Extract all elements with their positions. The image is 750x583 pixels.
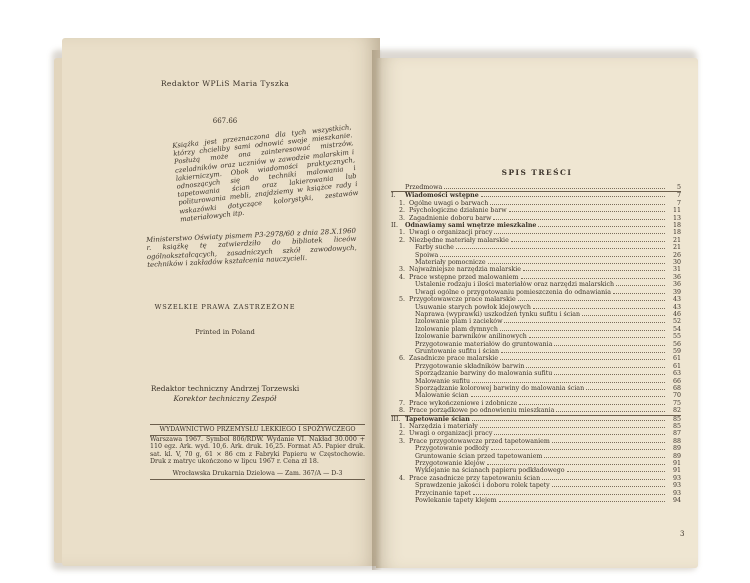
toc-entry	[391, 304, 681, 311]
toc-leader-dots	[511, 241, 665, 242]
toc-entry-label: Uwagi o organizacji pracy	[409, 229, 493, 237]
toc-entry-page: 39	[672, 288, 681, 296]
toc-leader-dots	[440, 256, 665, 257]
editor-credit: Redaktor WPLiS Maria Tyszka	[160, 79, 290, 88]
toc-leader-dots	[519, 404, 665, 405]
toc-leader-dots	[499, 501, 665, 502]
toc-entry-label: Izolowanie plam i zacieków	[415, 318, 503, 326]
toc-entry-page: 70	[672, 392, 681, 400]
toc-entry-label: Najważniejsze narzędzia malarskie	[409, 266, 521, 274]
toc-entry	[391, 296, 681, 303]
toc-entry	[391, 244, 681, 251]
toc-leader-dots	[552, 442, 665, 443]
toc-leader-dots	[586, 389, 665, 390]
toc-entry	[391, 192, 681, 199]
toc-leader-dots	[518, 300, 665, 301]
toc-entry	[391, 445, 681, 452]
toc-entry-page: 18	[672, 222, 681, 230]
tech-editor: Redaktor techniczny Andrzej Torzewski	[150, 384, 300, 393]
toc-entry-label: Wyklejanie na ścianach papieru podkładowego	[415, 467, 565, 475]
toc-entry-page: 7	[676, 199, 681, 207]
toc-entry-number: 4.	[399, 474, 406, 482]
toc-leader-dots	[552, 486, 665, 487]
toc-entry-label: Przedmowa	[405, 184, 443, 191]
toc-entry	[391, 229, 681, 236]
toc-entry-label: Zagadnienie doboru barw	[409, 214, 492, 222]
toc-entry-label: Prace porządkowe po odnowieniu mieszkania	[409, 407, 555, 415]
toc-entry	[391, 207, 681, 214]
toc-entry	[391, 184, 681, 192]
toc-entry-page: 31	[672, 266, 681, 274]
toc-entry	[391, 460, 681, 467]
toc-entry-label: Przygotowanie klejów	[415, 460, 485, 468]
toc-entry-label: Ustalenie rodzaju i ilości materiałów oraz narzędzi malarskich	[415, 281, 615, 289]
toc-leader-dots	[487, 464, 665, 465]
toc-entry	[391, 430, 681, 437]
toc-leader-dots	[444, 188, 665, 189]
toc-leader-dots	[504, 322, 665, 323]
toc-leader-dots	[613, 293, 665, 294]
toc-entry	[391, 467, 681, 474]
toc-entry-label: Wiadomości wstępne	[405, 192, 479, 200]
toc-leader-dots	[488, 263, 665, 264]
toc-leader-dots	[554, 374, 665, 375]
technical-credits	[100, 384, 350, 404]
toc-entry-page: 26	[672, 251, 681, 259]
toc-entry-number: 1.	[399, 229, 406, 237]
toc-entry-page: 82	[672, 407, 681, 415]
toc-entry-label: Zasadnicze prace malarskie	[409, 355, 499, 363]
toc-entry-page: 59	[672, 347, 681, 355]
toc-leader-dots	[473, 494, 665, 495]
toc-entry	[391, 200, 681, 207]
toc-leader-dots	[500, 359, 665, 360]
toc-entry-page: 61	[672, 355, 681, 363]
toc-entry-number: 2.	[399, 207, 406, 215]
toc-entry-number: 1.	[399, 199, 406, 207]
toc-entry	[391, 326, 681, 333]
ministry-approval: Ministerstwo Oświaty pismem P3-2978/60 z dnia 28.X.1960 r. książkę tę zatwierdziło do bibliotek liceów ogólnokształcących, zasadniczych szkół zawodowych, techników i zakładów kształcenia nauczycieli.	[146, 226, 357, 270]
toc-entry-page: 68	[672, 384, 681, 392]
toc-entry	[391, 482, 681, 489]
toc-entry-page: 66	[672, 377, 681, 385]
toc-entry-page: 91	[672, 467, 681, 475]
toc-entry-label: Przygotowanie podłoży	[415, 445, 489, 453]
toc-entry-page: 56	[672, 340, 681, 348]
copyright-notice: WSZELKIE PRAWA ZASTRZEŻONE	[154, 303, 296, 311]
toc-entry-number: 7.	[399, 399, 406, 407]
toc-entry	[391, 475, 681, 482]
toc-entry-number: 6.	[399, 355, 406, 363]
toc-entry-label: Sprawdzenie jakości i doboru rolek tapety	[415, 482, 550, 490]
printed-in: Printed in Poland	[195, 328, 255, 336]
toc-entry-label: Usuwanie starych powłok klejowych	[415, 303, 531, 311]
toc-entry	[391, 222, 681, 229]
toc-leader-dots	[500, 330, 665, 331]
toc-leader-dots	[501, 352, 665, 353]
toc-entry-label: Ogólne uwagi o barwach	[409, 199, 489, 207]
toc-entry-label: Malowanie ścian	[415, 392, 469, 400]
toc-entry-page: 36	[672, 273, 681, 281]
toc-entry	[391, 385, 681, 392]
toc-entry	[391, 363, 681, 370]
toc-entry-page: 85	[672, 423, 681, 430]
toc-leader-dots	[472, 420, 665, 421]
toc-entry-label: Psychologiczne działanie barw	[409, 207, 507, 215]
book-description: Książka jest przeznaczona dla tych wszystkich, którzy chcieliby sami odnowić swoje mieszkanie. Posłużą może ona zainteresować mistrzów, czeladników oraz uczniów w zawodzie malarskim i lakierniczym. Obok wiadomości praktycznych, odnoszących się do techniki malowania i tapetowania ścian oraz lakierowania lub politurowania mebli, znajdziemy w książce rady i wskazówki dotyczące kolorystyki, zestawów materiałowych itp.	[172, 123, 359, 224]
toc-entry-label: Spoiwa	[415, 251, 439, 259]
toc-entry-page: 18	[672, 229, 681, 237]
toc-entry-page: 30	[672, 259, 681, 267]
toc-entry-label: Prace przygotowawcze przed tapetowaniem	[409, 437, 550, 445]
toc-entry	[391, 490, 681, 497]
toc-entry-label: Uwagi ogólne o przygotowaniu pomieszczenia do odnawiania	[415, 288, 611, 296]
toc-entry-page: 21	[672, 236, 681, 244]
toc-entry-page: 46	[672, 310, 681, 318]
toc-entry-number: 2.	[399, 430, 406, 438]
toc-entry	[391, 392, 681, 399]
toc-entry-page: 85	[672, 415, 681, 423]
toc-entry-number: I.	[391, 192, 396, 200]
toc-entry	[391, 318, 681, 325]
toc-entry-label: Przygotowanie materiałów do gruntowania	[415, 340, 553, 348]
toc-entry-label: Narzędzia i materiały	[409, 423, 478, 430]
toc-entry-label: Izolowanie barwników anilinowych	[415, 333, 527, 341]
toc-entry-label: Prace wstępne przed malowaniem	[409, 273, 519, 281]
toc-leader-dots	[542, 479, 665, 480]
toc-leader-dots	[471, 396, 665, 397]
toc-entry	[391, 370, 681, 377]
toc-entry-label: Powlekanie tapety klejem	[415, 497, 497, 505]
toc-leader-dots	[544, 457, 665, 458]
toc-leader-dots	[480, 427, 665, 428]
toc-entry-page: 52	[672, 318, 681, 326]
toc-entry-label: Materiały pomocnicze	[415, 259, 486, 267]
toc-entry	[391, 453, 681, 460]
toc-entry	[391, 274, 681, 281]
toc-entry-label: Odnawiamy sami wnętrze mieszkalne	[405, 222, 537, 230]
toc-entry-page: 13	[672, 214, 681, 222]
toc-leader-dots	[582, 315, 665, 316]
printing-house: Wrocławska Drukarnia Dzielowa — Zam. 367/A — D-3	[150, 470, 365, 480]
toc-entry-page: 36	[672, 281, 681, 289]
toc-leader-dots	[493, 219, 665, 220]
publisher-name: WYDAWNICTWO PRZEMYSŁU LEKKIEGO I SPOŻYWCZEGO	[150, 424, 365, 436]
toc-leader-dots	[529, 337, 665, 338]
toc-entry-label: Przygotowanie składników barwin	[415, 362, 525, 370]
toc-entry	[391, 252, 681, 259]
toc-entry-page: 89	[672, 445, 681, 453]
toc-entry	[391, 348, 681, 355]
toc-entry-page: 43	[672, 303, 681, 311]
toc-entry-page: 7	[676, 192, 681, 200]
toc-entry-label: Sporządzanie barwiny do malowania sufitu	[415, 370, 553, 378]
toc-entry-label: Uwagi o organizacji pracy	[409, 430, 493, 438]
toc-entry	[391, 341, 681, 348]
toc-entry-page: 87	[672, 430, 681, 438]
toc-entry-number: III.	[391, 415, 401, 423]
toc-entry-label: Farby suche	[415, 244, 454, 252]
toc-title: SPIS TREŚCI	[501, 168, 573, 177]
toc-entry-page: 63	[672, 370, 681, 378]
toc-leader-dots	[556, 411, 665, 412]
toc-entry-label: Niezbędne materiały malarskie	[409, 236, 509, 244]
toc-leader-dots	[533, 308, 665, 309]
toc-leader-dots	[538, 226, 665, 227]
toc-entry-label: Malowanie sufitu	[415, 377, 471, 385]
toc-entry-page: 75	[672, 399, 681, 407]
toc-leader-dots	[554, 345, 665, 346]
page-number: 3	[680, 530, 685, 538]
toc-entry-label: Naprawa (wyprawki) uszkodzeń tynku sufitu i ścian	[415, 310, 581, 318]
toc-entry-number: II.	[391, 222, 398, 230]
toc-entry-label: Gruntowanie ścian przed tapetowaniem	[415, 452, 543, 460]
toc-leader-dots	[494, 434, 665, 435]
toc-leader-dots	[509, 211, 665, 212]
toc-entry	[391, 438, 681, 445]
toc-entry-label: Izolowanie plam dymnych	[415, 325, 498, 333]
toc-entry-page: 21	[672, 244, 681, 252]
toc-entry-page: 89	[672, 452, 681, 460]
toc-leader-dots	[481, 196, 665, 197]
toc-leader-dots	[456, 248, 665, 249]
toc-entry-page: 61	[672, 362, 681, 370]
corrector: Korektor techniczny Zespół	[173, 394, 277, 403]
toc-leader-dots	[523, 270, 665, 271]
toc-entry-number: 3.	[399, 214, 406, 222]
toc-leader-dots	[521, 278, 665, 279]
toc-entry	[391, 281, 681, 288]
toc-entry-page: 93	[672, 482, 681, 490]
catalog-number: 667.66	[212, 117, 238, 125]
toc-entry-page: 93	[672, 489, 681, 497]
toc-leader-dots	[472, 382, 665, 383]
toc-entry-label: Tapetowanie ścian	[405, 415, 470, 423]
toc-entry-label: Prace zasadnicze przy tapetowaniu ścian	[409, 474, 541, 482]
toc-entry	[391, 311, 681, 318]
toc-entry-label: Gruntowanie sufitu i ścian	[415, 347, 500, 355]
toc-leader-dots	[567, 471, 665, 472]
toc-entry-number: 3.	[399, 266, 406, 274]
table-of-contents	[391, 184, 681, 504]
toc-entry	[391, 333, 681, 340]
toc-entry-page: 88	[672, 437, 681, 445]
toc-entry	[391, 237, 681, 244]
toc-entry	[391, 266, 681, 273]
toc-entry	[391, 407, 681, 415]
toc-entry	[391, 215, 681, 222]
toc-leader-dots	[616, 285, 665, 286]
toc-entry-page: 93	[672, 474, 681, 482]
toc-entry-number: 5.	[399, 296, 406, 304]
toc-entry-page: 91	[672, 460, 681, 468]
toc-entry-number: 8.	[399, 407, 406, 415]
toc-entry	[391, 355, 681, 362]
toc-entry-number: 2.	[399, 236, 406, 244]
toc-entry-number: 4.	[399, 273, 406, 281]
toc-entry-page: 55	[672, 333, 681, 341]
toc-entry	[391, 289, 681, 296]
publisher-block	[150, 424, 365, 466]
toc-entry-label: Prace wykończeniowe i zdobnicze	[409, 399, 518, 407]
toc-entry-page: 11	[672, 207, 681, 215]
book-gutter	[372, 50, 382, 570]
toc-leader-dots	[491, 449, 665, 450]
toc-entry-page: 94	[672, 497, 681, 505]
toc-entry-number: 3.	[399, 437, 406, 445]
toc-leader-dots	[526, 367, 665, 368]
toc-entry-page: 5	[676, 184, 681, 191]
toc-entry-page: 43	[672, 296, 681, 304]
toc-leader-dots	[494, 233, 665, 234]
toc-entry	[391, 423, 681, 430]
toc-entry	[391, 259, 681, 266]
toc-entry-number: 1.	[399, 423, 406, 430]
toc-entry-label: Przygotowawcze prace malarskie	[409, 296, 516, 304]
toc-entry-label: Sporządzanie kolorowej barwiny do malowania ścian	[415, 384, 585, 392]
toc-entry	[391, 400, 681, 407]
toc-entry-label: Przycinanie tapet	[415, 489, 471, 497]
toc-entry	[391, 497, 681, 504]
toc-entry	[391, 416, 681, 423]
toc-leader-dots	[490, 204, 665, 205]
publisher-details: Warszawa 1967. Symbol 806/RDW. Wydanie VI. Nakład 30.000 + 110 egz. Ark. wyd. 10,6. Ark. druk. 16,25. Format A5. Papier druk. sat. kl. V, 70 g, 61 × 86 cm z Fabryki Papieru w Częstochowie. Druk z matryc ukończono w lipcu 1967 r. Cena zł 18.	[150, 435, 365, 466]
toc-entry	[391, 378, 681, 385]
toc-entry-page: 54	[672, 325, 681, 333]
